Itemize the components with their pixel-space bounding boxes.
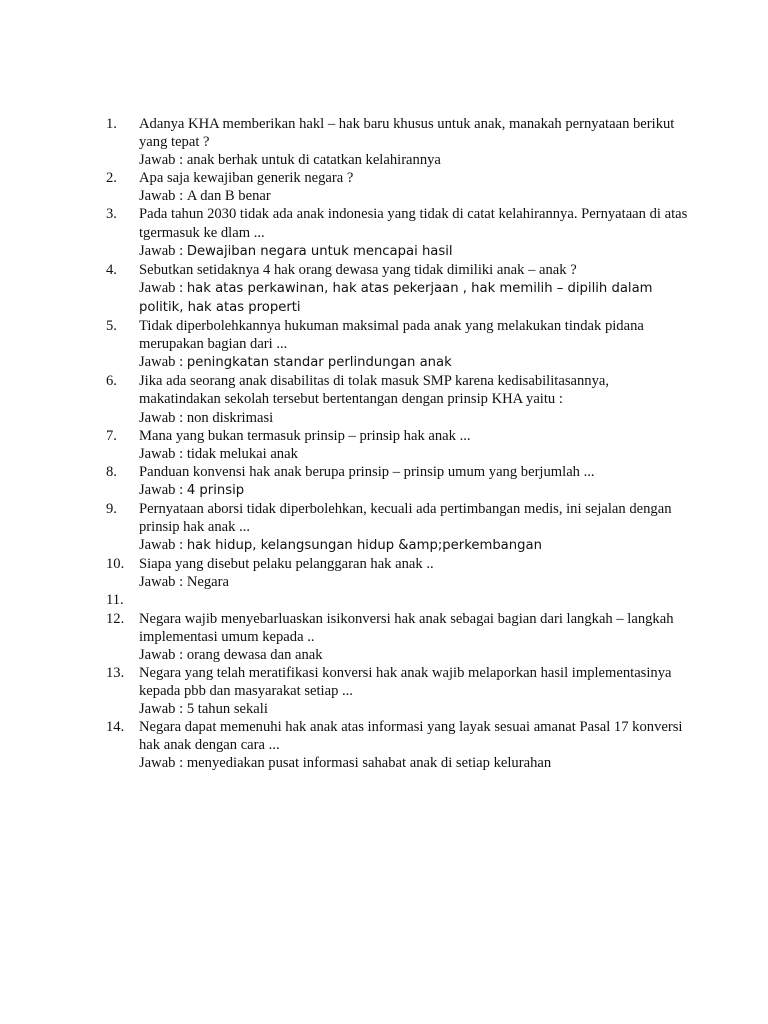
list-item (0, 463, 768, 500)
answer-text: 4 prinsip (186, 482, 245, 498)
question-text: Tidak diperbolehkannya hukuman maksimal pada anak yang melakukan tindak pidana merupakan bagian dari ... (139, 318, 644, 353)
list-item (0, 169, 768, 205)
question-text: Pernyataan aborsi tidak diperbolehkan, kecuali ada pertimbangan medis, ini sejalan dengan prinsip hak anak ... (139, 500, 672, 536)
answer-text: Negara (186, 574, 229, 591)
answer-label: Jawab : (139, 409, 187, 426)
item-number: 2. (106, 170, 117, 187)
question-text: Negara wajib menyebarluaskan isikonversi hak anak sebagai bagian dari langkah – langkah implementasi umum kepada .. (139, 610, 674, 645)
item-number: 1. (106, 116, 117, 132)
answer-text: hak atas perkawinan, hak atas pekerjaan , hak memilih – dipilih dalam politik, hak atas properti (139, 280, 653, 315)
answer-line (139, 187, 688, 205)
list-item (0, 261, 768, 317)
question-text: Adanya KHA memberikan hakl – hak baru khusus untuk anak, manakah pernyataan berikut yang tepat ? (139, 116, 675, 151)
item-number: 4. (106, 261, 117, 278)
list-item (0, 427, 768, 463)
answer-label: Jawab : (139, 242, 187, 259)
answer-text: menyediakan pusat informasi sahabat anak di setiap kelurahan (186, 755, 552, 772)
question-text: Pada tahun 2030 tidak ada anak indonesia yang tidak di catat kelahirannya. Pernyataan di atas tgermasuk ke dlam ... (139, 206, 688, 241)
answer-label: Jawab : (139, 755, 187, 772)
list-item (0, 205, 768, 260)
answer-label: Jawab : (139, 188, 187, 205)
question-text (139, 591, 688, 609)
question-text: Siapa yang disebut pelaku pelanggaran hak anak .. (139, 556, 434, 573)
item-number: 11. (106, 592, 124, 609)
answer-text: hak hidup, kelangsungan hidup &amp;perkembangan (186, 538, 542, 554)
answer-line (139, 536, 688, 555)
answer-label: Jawab : (139, 354, 187, 371)
question-text: Negara yang telah meratifikasi konversi hak anak wajib melaporkan hasil implementasinya kepada pbb dan masyarakat setiap ... (139, 664, 672, 699)
answer-line (139, 353, 688, 372)
item-number: 8. (106, 463, 117, 480)
item-number: 6. (106, 373, 117, 390)
answer-line (139, 151, 688, 169)
answer-line (139, 279, 688, 317)
item-number: 5. (106, 318, 117, 335)
list-item (0, 115, 768, 169)
list-item (0, 718, 768, 772)
list-item-empty (0, 591, 768, 609)
answer-text: orang dewasa dan anak (186, 646, 323, 663)
question-text: Jika ada seorang anak disabilitas di tolak masuk SMP karena kedisabilitasannya, makatindakan sekolah tersebut bertentangan dengan prinsip KHA yaitu : (139, 373, 609, 408)
list-item (0, 610, 768, 664)
answer-text: 5 tahun sekali (186, 701, 268, 717)
answer-line (139, 573, 688, 591)
answer-label: Jawab : (139, 646, 187, 663)
question-text: Panduan konvensi hak anak berupa prinsip – prinsip umum yang berjumlah ... (139, 463, 595, 480)
list-item (0, 372, 768, 426)
answer-line (139, 481, 688, 500)
answer-line (139, 409, 688, 427)
answer-label: Jawab : (139, 481, 187, 498)
item-number: 3. (106, 206, 117, 223)
item-number: 9. (106, 500, 117, 517)
answer-label: Jawab : (139, 152, 187, 169)
answer-line (139, 646, 688, 664)
item-number: 12. (106, 610, 125, 627)
answer-line (139, 242, 688, 261)
answer-label: Jawab : (139, 574, 187, 591)
list-item (0, 555, 768, 591)
answer-label: Jawab : (139, 279, 187, 296)
item-number: 13. (106, 664, 125, 681)
question-text: Mana yang bukan termasuk prinsip – prinsip hak anak ... (139, 427, 471, 444)
answer-text: non diskrimasi (186, 409, 274, 426)
answer-line (139, 700, 688, 718)
list-item (0, 500, 768, 555)
list-item (0, 317, 768, 372)
answer-text: anak berhak untuk di catatkan kelahirannya (186, 152, 441, 169)
answer-text: tidak melukai anak (186, 445, 298, 462)
list-item (0, 664, 768, 718)
answer-label: Jawab : (139, 445, 187, 462)
item-number: 10. (106, 556, 125, 573)
answer-label: Jawab : (139, 701, 187, 717)
answer-text: Dewajiban negara untuk mencapai hasil (186, 243, 453, 259)
item-number: 7. (106, 427, 117, 444)
answer-line (139, 754, 688, 772)
answer-text: A dan B benar (186, 188, 271, 205)
question-text: Sebutkan setidaknya 4 hak orang dewasa yang tidak dimiliki anak – anak ? (139, 261, 577, 278)
answer-label: Jawab : (139, 537, 187, 554)
question-list (0, 115, 768, 772)
answer-line (139, 445, 688, 463)
answer-text: peningkatan standar perlindungan anak (186, 355, 452, 371)
question-text: Apa saja kewajiban generik negara ? (139, 170, 354, 187)
item-number: 14. (106, 719, 125, 736)
question-text: Negara dapat memenuhi hak anak atas informasi yang layak sesuai amanat Pasal 17 konversi hak anak dengan cara ... (139, 719, 683, 754)
